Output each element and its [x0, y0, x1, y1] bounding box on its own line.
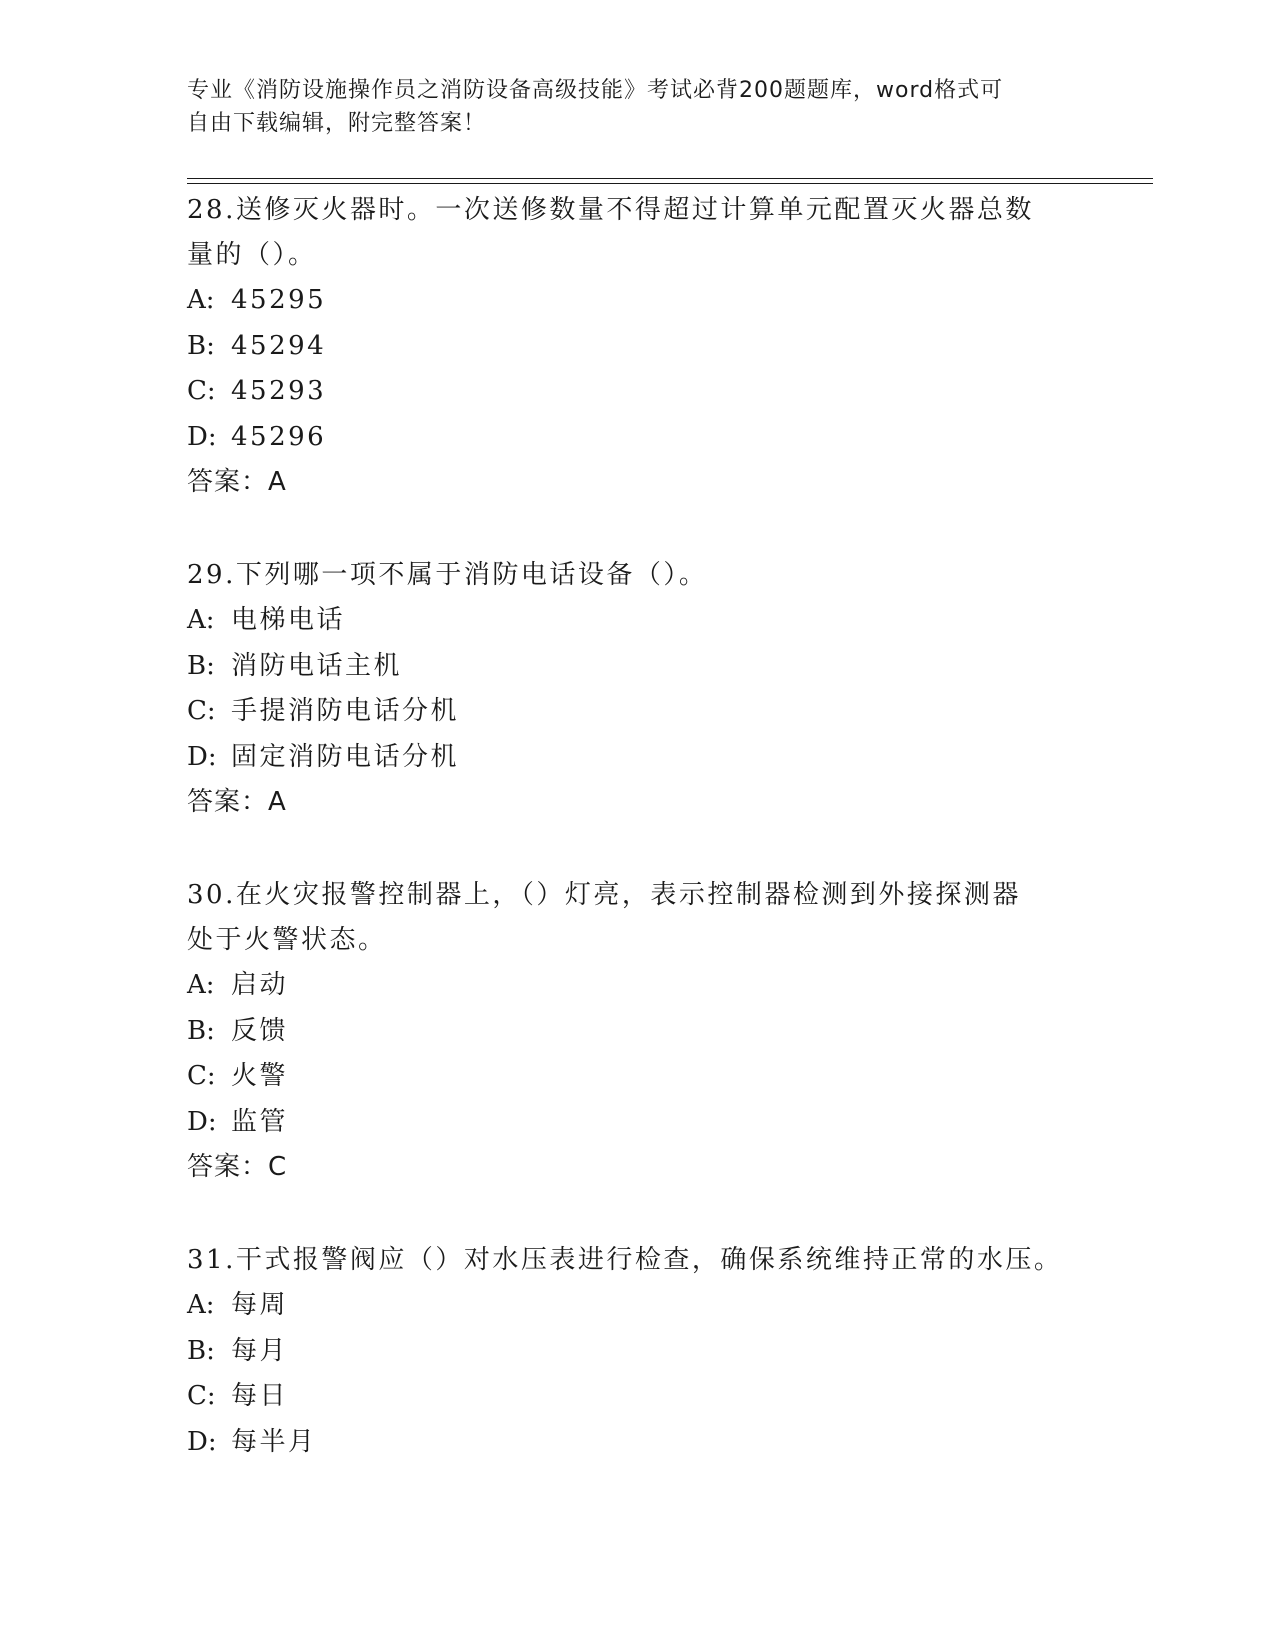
header-divider-bottom: [187, 183, 1153, 184]
option-letter: B:: [187, 1015, 215, 1046]
option-text: 45293: [231, 376, 327, 406]
option-letter: D:: [187, 1426, 217, 1457]
option-letter: C:: [187, 1061, 216, 1091]
option-letter: B:: [187, 1335, 215, 1366]
option-letter: C:: [187, 696, 216, 726]
option-b: [187, 644, 1087, 690]
option-text: 45296: [231, 421, 327, 452]
option-letter: D:: [187, 741, 217, 772]
option-a: [187, 278, 1087, 324]
option-letter: B:: [187, 330, 215, 361]
option-d: [187, 735, 1087, 781]
option-text: 火警: [231, 1061, 289, 1091]
option-a: [187, 963, 1087, 1009]
option-letter: C:: [187, 1381, 216, 1411]
question-stem: 29.下列哪一项不属于消防电话设备（）。: [187, 560, 708, 590]
option-b: [187, 1329, 1087, 1375]
question-stem: 28.送修灭火器时。一次送修数量不得超过计算单元配置灭火器总数量的（）。: [187, 195, 1034, 270]
option-text: 45295: [231, 285, 327, 315]
option-letter: C:: [187, 376, 216, 406]
option-text: 每半月: [231, 1426, 317, 1457]
header-line-1: 专业《消防设施操作员之消防设备高级技能》考试必背200题题库，word格式可: [187, 78, 1004, 103]
option-letter: A:: [187, 970, 215, 1000]
option-text: 监管: [231, 1106, 289, 1137]
option-text: 反馈: [231, 1015, 289, 1046]
document-header: [187, 74, 1067, 140]
header-line-2: 自由下载编辑，附完整答案！: [187, 111, 487, 136]
question-29: [187, 553, 1087, 825]
option-a: [187, 1283, 1087, 1329]
option-letter: B:: [187, 650, 215, 681]
option-letter: D:: [187, 1106, 217, 1137]
option-c: [187, 369, 1087, 415]
option-letter: A:: [187, 605, 215, 635]
option-d: [187, 1420, 1087, 1466]
answer-line: 答案：C: [187, 1152, 288, 1182]
option-text: 启动: [231, 970, 289, 1000]
option-c: [187, 689, 1087, 735]
option-d: [187, 415, 1087, 461]
option-b: [187, 324, 1087, 370]
option-text: 每日: [231, 1381, 289, 1411]
answer-line: 答案：A: [187, 787, 287, 817]
question-28: [187, 188, 1087, 505]
option-c: [187, 1054, 1087, 1100]
option-text: 手提消防电话分机: [231, 696, 460, 726]
option-text: 每周: [231, 1290, 289, 1320]
option-a: [187, 598, 1087, 644]
option-b: [187, 1009, 1087, 1055]
option-text: 每月: [231, 1335, 289, 1366]
option-text: 消防电话主机: [231, 650, 403, 681]
question-31: [187, 1238, 1087, 1465]
option-letter: A:: [187, 285, 215, 315]
option-letter: D:: [187, 421, 217, 452]
option-c: [187, 1374, 1087, 1420]
question-30: [187, 873, 1087, 1190]
option-text: 45294: [231, 330, 327, 361]
header-divider-top: [187, 178, 1153, 179]
option-text: 固定消防电话分机: [231, 741, 460, 772]
question-stem: 30.在火灾报警控制器上，（）灯亮，表示控制器检测到外接探测器处于火警状态。: [187, 880, 1021, 955]
question-stem: 31.干式报警阀应（）对水压表进行检查，确保系统维持正常的水压。: [187, 1245, 1063, 1275]
option-d: [187, 1100, 1087, 1146]
option-text: 电梯电话: [231, 605, 346, 635]
answer-line: 答案：A: [187, 467, 287, 497]
option-letter: A:: [187, 1290, 215, 1320]
